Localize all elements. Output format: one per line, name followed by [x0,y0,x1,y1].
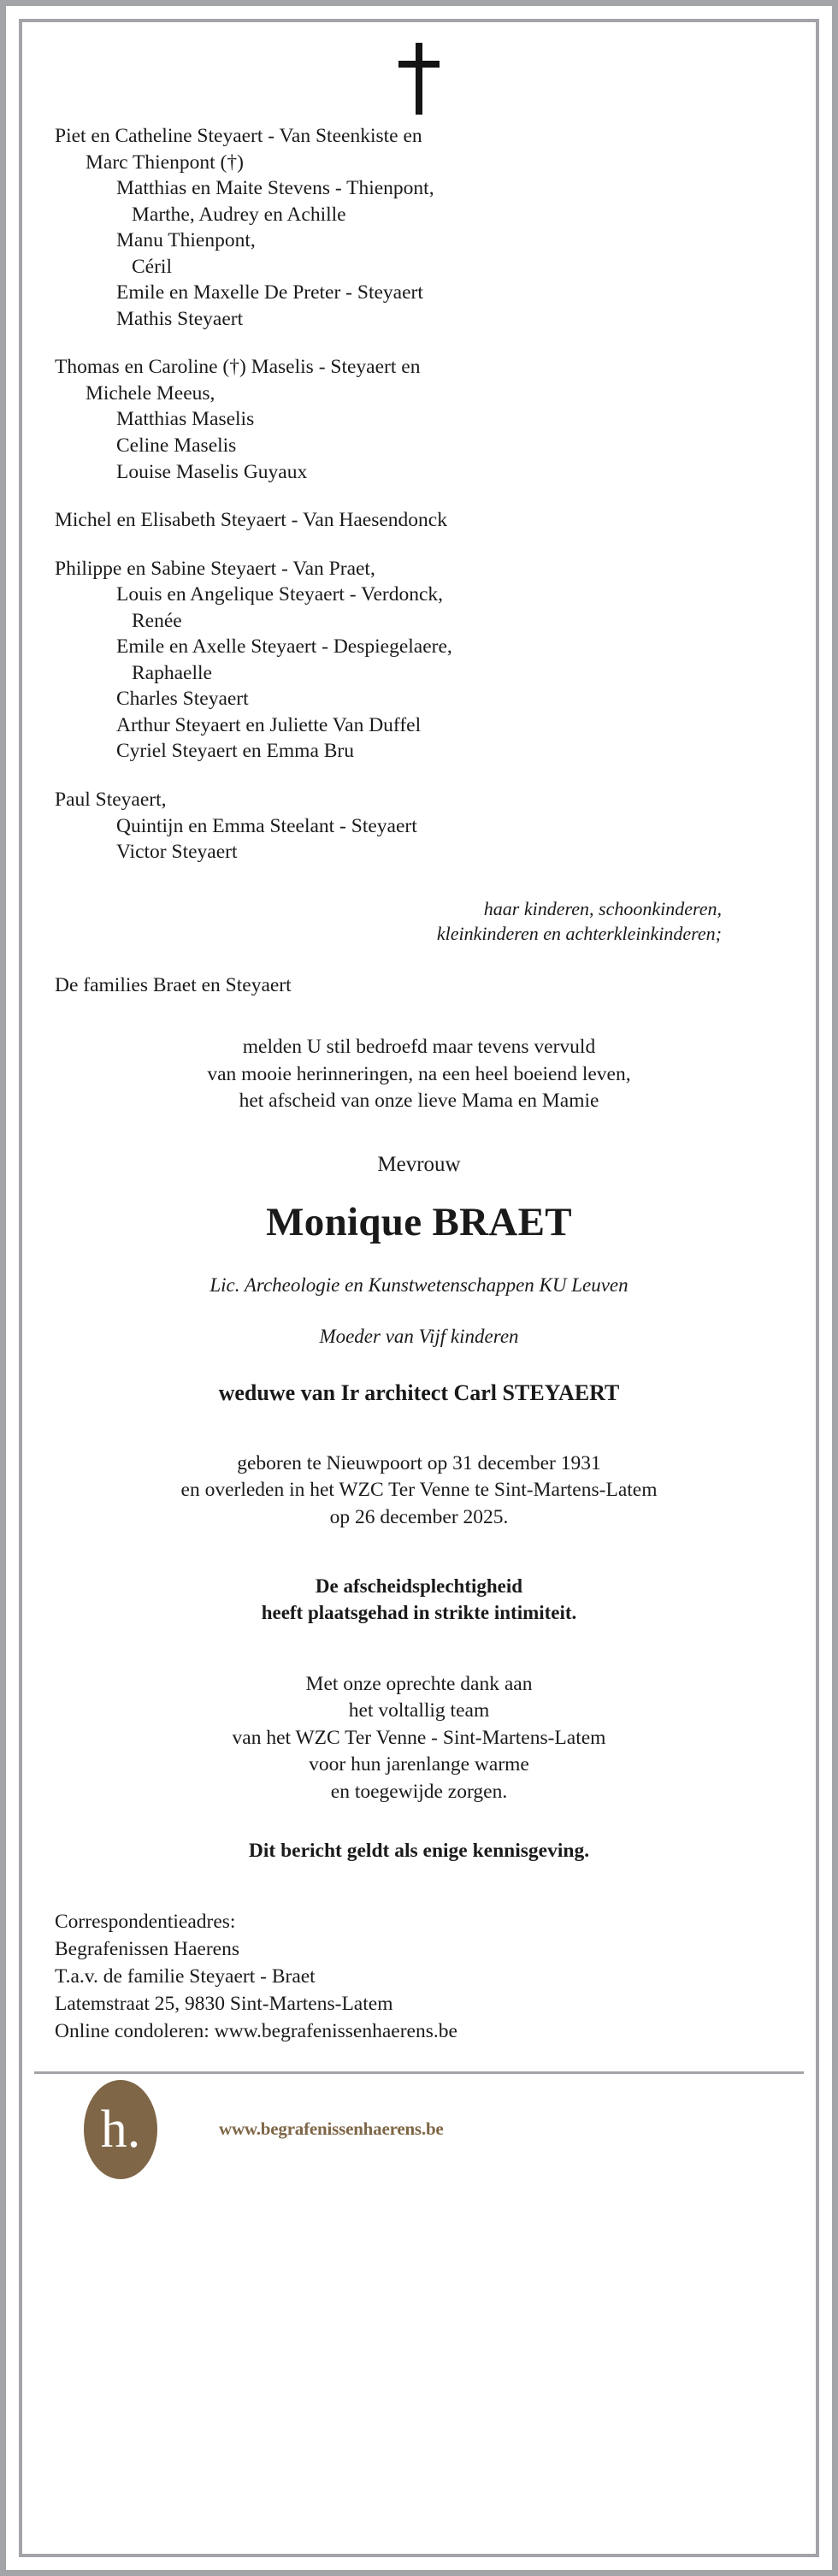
correspondence-company: Begrafenissen Haerens [55,1938,239,1961]
single-notice: Dit bericht geldt als enige kennisgeving. [248,1840,590,1863]
announcement-line-1: melden U stil bedroefd maar tevens vervuld [242,1036,596,1059]
ceremony-line-2: heeft plaatsgehad in strikte intimiteit. [261,1601,577,1623]
correspondence-street: Latemstraat 25, 9830 Sint-Martens-Latem [55,1992,393,2015]
family-member-line: Louise Maselis Guyaux [116,460,308,483]
family-group [55,787,783,866]
announcement-line-3: het afscheid van onze lieve Mama en Mamie [239,1090,599,1113]
footer [22,2074,816,2185]
announcement-content [22,123,816,2046]
family-member-line: Manu Thienpont, [116,229,256,252]
announcement-sheet [22,22,816,2554]
relationship-signoff [55,896,783,947]
family-member-line: Charles Steyaert [116,688,249,711]
thanks-paragraph [55,1671,783,1805]
family-member-line: Matthias en Maite Stevens - Thienpont, [116,177,434,200]
family-member-line: Mathis Steyaert [116,307,244,330]
latin-cross-icon [392,43,446,115]
family-member-line: Marthe, Audrey en Achille [132,203,346,226]
death-place-line: en overleden in het WZC Ter Venne te Sint-Martens-Latem [180,1479,658,1502]
thanks-line-4: voor hun jarenlange warme [309,1753,529,1776]
family-member-line: Louis en Angelique Steyaert - Verdonck, [116,583,444,606]
deceased-widow-of: weduwe van Ir architect Carl STEYAERT [218,1380,620,1405]
family-member-line: Arthur Steyaert en Juliette Van Duffel [116,713,422,736]
family-member-line: Quintijn en Emma Steelant - Steyaert [116,814,417,837]
footer-website-link[interactable]: www.begrafenissenhaerens.be [219,2118,444,2140]
family-member-line: Philippe en Sabine Steyaert - Van Praet, [55,557,375,580]
announcement-paragraph [55,1034,783,1114]
logo-letter: h. [100,2100,141,2159]
ceremony-line-1: De afscheidsplechtigheid [315,1575,523,1598]
thanks-line-1: Met onze oprechte dank aan [305,1672,533,1695]
family-member-line: Michel en Elisabeth Steyaert - Van Haesendonck [55,509,447,532]
deceased-mother-of: Moeder van Vijf kinderen [319,1325,519,1347]
birth-line: geboren te Nieuwpoort op 31 december 1931 [237,1451,601,1474]
family-member-line: Victor Steyaert [116,841,238,864]
cross-horizontal-bar [398,61,440,68]
family-group [55,556,783,765]
cross-vertical-bar [416,43,422,115]
deceased-credential: Lic. Archeologie en Kunstwetenschappen KU Leuven [210,1273,628,1296]
thanks-line-5: en toegewijde zorgen. [330,1780,508,1803]
signoff-line-2: kleinkinderen en achterkleinkinderen; [436,923,722,945]
family-member-line: Michele Meeus, [86,381,215,405]
family-member-line: Cyriel Steyaert en Emma Bru [116,740,355,763]
family-groups-list [55,123,783,866]
thanks-line-3: van het WZC Ter Venne - Sint-Martens-Latem [232,1726,606,1749]
families-line: De families Braet en Steyaert [55,973,292,996]
correspondence-label: Correspondentieadres: [55,1911,236,1934]
ceremony-notice [55,1574,783,1627]
family-member-line: Thomas en Caroline (†) Maselis - Steyaert en [55,356,421,379]
cross-symbol-container [22,22,816,123]
honorific: Mevrouw [377,1152,461,1176]
family-group [55,507,783,534]
family-member-line: Raphaelle [132,661,212,684]
correspondence-address [55,1909,783,2046]
family-member-line: Céril [132,255,172,278]
family-group [55,354,783,485]
family-member-line: Emile en Axelle Steyaert - Despiegelaere, [116,635,452,659]
family-member-line: Renée [132,609,182,632]
death-date-line: op 26 december 2025. [329,1505,509,1528]
correspondence-attention: T.a.v. de familie Steyaert - Braet [55,1965,316,1988]
haerens-logo-icon [84,2080,157,2179]
birth-death-details [55,1450,783,1531]
correspondence-online: Online condoleren: www.begrafenissenhaerens.be [55,2019,457,2042]
thanks-line-2: het voltallig team [348,1699,490,1722]
announcement-line-2: van mooie herinneringen, na een heel boeiend leven, [207,1062,631,1085]
deceased-name: Monique BRAET [266,1199,572,1244]
family-group [55,123,783,332]
family-member-line: Paul Steyaert, [55,789,167,812]
family-member-line: Marc Thienpont (†) [86,151,244,174]
family-member-line: Piet en Catheline Steyaert - Van Steenkiste en [55,125,422,147]
family-member-line: Celine Maselis [116,434,237,458]
signoff-line-1: haar kinderen, schoonkinderen, [483,897,722,919]
family-member-line: Matthias Maselis [116,408,255,431]
family-member-line: Emile en Maxelle De Preter - Steyaert [116,281,423,304]
